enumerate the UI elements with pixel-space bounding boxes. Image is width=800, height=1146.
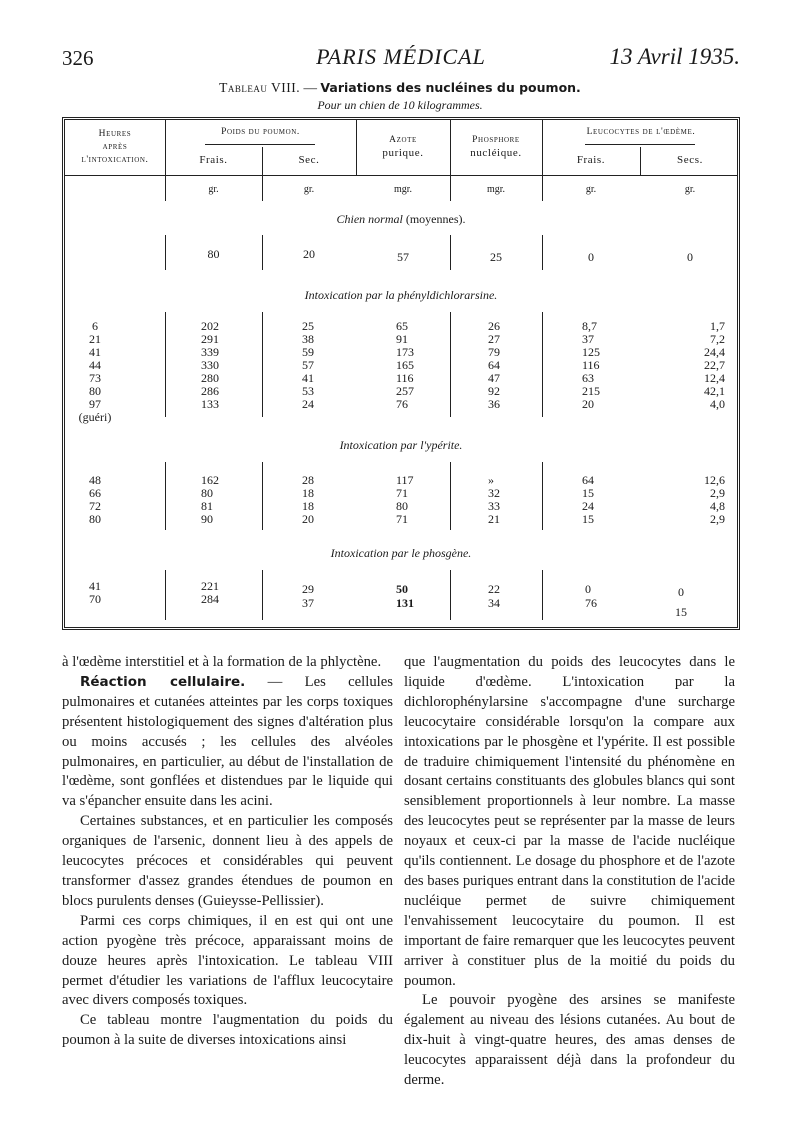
leuc-fresh-header: Frais. — [576, 154, 606, 166]
table-cell: 70 — [89, 592, 101, 606]
paragraph: Certaines substances, et en particulier les composés organiques de l'arsenic, donnent lieu à des appels de leucocytes précoces et considérables qui peuvent transformer d'assez grandes étendues de poumon en blocs purulents denses (Guieysse-Pellissier). — [62, 813, 393, 909]
table-cell: 12,6 — [704, 473, 725, 487]
table-cell: 339 — [201, 345, 219, 359]
table-cell: 33 — [488, 499, 500, 513]
row-divider — [542, 570, 543, 620]
group-rule — [205, 144, 315, 145]
yperite-phosphorus-column — [488, 474, 518, 526]
table-cell: 80 — [201, 486, 213, 500]
table-cell: 20 — [302, 512, 314, 526]
table-cell: 64 — [488, 358, 500, 372]
table-cell: 34 — [488, 596, 500, 610]
yperite-leuc-fresh-column — [582, 474, 622, 526]
table-cell: 22,7 — [704, 358, 725, 372]
normal-phosphorus-value: 25 — [490, 250, 502, 264]
table-cell: 2,9 — [710, 512, 725, 526]
leucocytes-header: Leucocytes de l'œdème. — [586, 127, 696, 137]
text-column-left — [62, 653, 393, 1051]
table-subtitle: Pour un chien de 10 kilogrammes. — [317, 98, 483, 112]
table-title — [0, 80, 800, 96]
row-divider — [262, 462, 263, 530]
table-cell: 41 — [89, 579, 101, 593]
table-cell: 202 — [201, 319, 219, 333]
table-cell: 80 — [396, 499, 408, 513]
normal-fresh-value: 80 — [207, 247, 220, 261]
table-cell: 90 — [201, 512, 213, 526]
phosphorus-header: Phosphore nucléique. — [470, 135, 522, 159]
table-cell: 57 — [302, 358, 314, 372]
table-cell: 42,1 — [704, 384, 725, 398]
unit-divider — [262, 175, 263, 201]
table-cell: 165 — [396, 358, 414, 372]
paragraph: que l'augmentation du poids des leucocytes dans le liquide d'œdème. L'intoxication par la dichlorophénylarsine s'accompagne d'une surcharge leucocytaire considérable lorsqu'on la compare aux intoxications par le phosgène et l'ypérite. Il est possible de traduire chimiquement l'intensité du phénomène en dosant certains constituants des globules blancs qui sont sensiblement proportionnels à leur nombre. La masse des leucocytes peut se représenter par la masse de leurs noyaux et ceux-ci par la masse de l'acide nucléique qu'ils contiennent. Le dosage du phosphore et de l'azote des bases puriques entrant dans la constitution de l'acide nucléique permet de suivre chimiquement l'envahissement leucocytaire du poumon. Il est important de faire remarquer que les leucocytes peuvent arriver à constituer plus de la moitié du poids du poumon. — [404, 654, 735, 989]
arsine-leuc-dry-column — [675, 320, 725, 411]
table-cell: 257 — [396, 384, 414, 398]
table-cell: 0 — [585, 582, 591, 596]
table-cell: 6 — [92, 319, 98, 333]
table-cell: 92 — [488, 384, 500, 398]
fresh-header: Frais. — [199, 154, 228, 166]
unit-label: gr. — [585, 184, 597, 195]
row-divider — [450, 570, 451, 620]
table-cell: 133 — [201, 397, 219, 411]
table-cell: 24 — [582, 499, 594, 513]
table-label: Tableau VIII. — [219, 80, 301, 95]
table-cell: 59 — [302, 345, 314, 359]
table-cell: 81 — [201, 499, 213, 513]
table-cell: 125 — [582, 345, 600, 359]
table-cell: 71 — [396, 486, 408, 500]
phosgene-dry-column — [302, 582, 332, 610]
yperite-fresh-column — [201, 474, 241, 526]
table-cell: » — [488, 473, 494, 487]
table-cell: 76 — [585, 596, 597, 610]
running-header — [62, 40, 740, 80]
normal-nitrogen-value: 57 — [397, 250, 409, 264]
table-cell: 50 — [396, 582, 408, 596]
table-cell: 330 — [201, 358, 219, 372]
section-heading: Réaction cellulaire. — [80, 673, 246, 690]
yperite-hours-column — [65, 474, 125, 526]
table-cell: 47 — [488, 371, 500, 385]
table-cell: 2,9 — [710, 486, 725, 500]
phosgene-leuc-dry-column — [671, 582, 691, 622]
table-cell: 15 — [582, 486, 594, 500]
table-cell: 21 — [488, 512, 500, 526]
table-cell: 0 — [678, 585, 684, 599]
row-divider — [450, 462, 451, 530]
paragraph: Ce tableau montre l'augmentation du poids du poumon à la suite de diverses intoxications ainsi — [62, 1012, 393, 1049]
table-cell: 173 — [396, 345, 414, 359]
arsine-nitrogen-column — [396, 320, 436, 411]
section-title-arsine: Intoxication par la phényldichlorarsine. — [304, 288, 498, 302]
unit-divider — [450, 175, 451, 201]
row-divider — [165, 462, 166, 530]
table-cell: 27 — [488, 332, 500, 346]
unit-divider — [165, 175, 166, 201]
table-cell: 131 — [396, 596, 414, 610]
arsine-fresh-column — [201, 320, 241, 411]
table-cell: 80 — [89, 384, 101, 398]
table-cell: 37 — [582, 332, 594, 346]
table-cell: 64 — [582, 473, 594, 487]
table-cell: 116 — [396, 371, 414, 385]
data-table — [62, 117, 740, 630]
group-rule — [585, 144, 695, 145]
table-cell: 7,2 — [710, 332, 725, 346]
table-cell: 291 — [201, 332, 219, 346]
table-cell: 15 — [582, 512, 594, 526]
table-cell: 91 — [396, 332, 408, 346]
table-cell: 97 — [89, 397, 101, 411]
phosgene-fresh-column — [201, 580, 241, 606]
nitrogen-header: Azote purique. — [382, 135, 424, 159]
row-divider — [450, 312, 451, 417]
arsine-hours-column — [65, 320, 125, 424]
table-cell: 18 — [302, 499, 314, 513]
table-cell: 24,4 — [704, 345, 725, 359]
issue-date: 13 Avril 1935. — [609, 44, 740, 69]
table-cell: 280 — [201, 371, 219, 385]
unit-label: mgr. — [486, 184, 506, 195]
phosgene-phosphorus-column — [488, 582, 518, 610]
dry-header: Sec. — [298, 154, 320, 166]
table-cell: 71 — [396, 512, 408, 526]
table-title-dash: — — [300, 80, 321, 95]
unit-label: gr. — [303, 184, 315, 195]
table-cell: 22 — [488, 582, 500, 596]
table-cell: 162 — [201, 473, 219, 487]
table-title-text: Variations des nucléines du poumon. — [320, 80, 581, 95]
section-title-yperite: Intoxication par l'ypérite. — [339, 438, 463, 452]
table-cell: 15 — [675, 605, 687, 619]
yperite-leuc-dry-column — [675, 474, 725, 526]
table-cell: 73 — [89, 371, 101, 385]
phosgene-nitrogen-column — [396, 582, 436, 610]
row-divider — [165, 570, 166, 620]
table-cell: 28 — [302, 473, 314, 487]
normal-leuc-dry-value: 0 — [687, 250, 693, 264]
page-number: 326 — [62, 46, 94, 70]
hours-header: Heures après l'intoxication. — [81, 129, 149, 165]
journal-title: PARIS MÉDICAL — [316, 44, 486, 69]
table-cell: 29 — [302, 582, 314, 596]
phosgene-leuc-fresh-column — [585, 582, 625, 610]
table-cell: 44 — [89, 358, 101, 372]
table-cell: 72 — [89, 499, 101, 513]
row-divider — [165, 312, 166, 417]
table-cell: 26 — [488, 319, 500, 333]
yperite-dry-column — [302, 474, 332, 526]
table-cell: 53 — [302, 384, 314, 398]
table-cell: 37 — [302, 596, 314, 610]
paragraph: à l'œdème interstitiel et à la formation de la phlyctène. — [62, 654, 382, 670]
unit-label: gr. — [208, 184, 219, 195]
row-divider — [262, 312, 263, 417]
table-cell: 8,7 — [582, 319, 597, 333]
table-cell: 116 — [582, 358, 600, 372]
table-cell: 286 — [201, 384, 219, 398]
table-cell: 65 — [396, 319, 408, 333]
yperite-nitrogen-column — [396, 474, 436, 526]
row-divider — [262, 570, 263, 620]
arsine-phosphorus-column — [488, 320, 518, 411]
table-cell: 38 — [302, 332, 314, 346]
table-cell: 284 — [201, 592, 219, 606]
section-title-normal: Chien normal (moyennes). — [336, 212, 466, 226]
table-cell: 21 — [89, 332, 101, 346]
table-cell: 32 — [488, 486, 500, 500]
paragraph: Réaction cellulaire. — Les cellules pulmonaires et cutanées atteintes par les corps toxiques présentent histologiquement des signes d'altération plus ou moins accusés ; les cellules des alvéoles pulmonaires, en particulier, au début de l'installation de l'œdème, sont gonflées et distendues par le liquide qui va s'épancher ensuite dans les acini. — [62, 673, 393, 810]
row-divider — [542, 462, 543, 530]
arsine-dry-column — [302, 320, 332, 411]
weight-header: Poids du poumon. — [221, 127, 300, 137]
unit-label: gr. — [684, 184, 696, 195]
table-cell: 79 — [488, 345, 500, 359]
row-divider — [542, 312, 543, 417]
table-cell: 4,8 — [710, 499, 725, 513]
paragraph: Le pouvoir pyogène des arsines se manifeste également au niveau des lésions cutanées. Au bout de dix-huit à vingt-quatre heures, des amas denses de leucocytes apparaissent déjà dans la profondeur du derme. — [404, 992, 735, 1089]
table-cell: 12,4 — [704, 371, 725, 385]
table-cell: 117 — [396, 473, 414, 487]
text-column-right — [404, 653, 735, 1091]
table-cell: 36 — [488, 397, 500, 411]
table-cell: 63 — [582, 371, 594, 385]
table-cell: (guéri) — [78, 410, 112, 424]
table-cell: 41 — [89, 345, 101, 359]
normal-dry-value: 20 — [303, 247, 315, 261]
table-cell: 18 — [302, 486, 314, 500]
table-cell: 215 — [582, 384, 600, 398]
unit-divider — [542, 175, 543, 201]
table-cell: 4,0 — [710, 397, 725, 411]
unit-label: mgr. — [393, 184, 413, 195]
table-cell: 25 — [302, 319, 314, 333]
table-cell: 48 — [89, 473, 101, 487]
phosgene-hours-column — [65, 580, 125, 606]
table-cell: 76 — [396, 397, 408, 411]
arsine-leuc-fresh-column — [582, 320, 622, 411]
table-cell: 1,7 — [710, 319, 725, 333]
leuc-dry-header: Secs. — [677, 154, 703, 166]
section-title-phosgene: Intoxication par le phosgène. — [330, 546, 472, 560]
table-cell: 24 — [302, 397, 314, 411]
table-cell: 20 — [582, 397, 594, 411]
table-cell: 221 — [201, 579, 219, 593]
paragraph: Parmi ces corps chimiques, il en est qui ont une action pyogène très précoce, apparaissant moins de douze heures après l'intoxication. Le tableau VIII permet d'étudier les variations de l'afflux leucocytaire avec divers composés toxiques. — [62, 912, 393, 1009]
table-cell: 41 — [302, 371, 314, 385]
normal-leuc-fresh-value: 0 — [588, 250, 594, 264]
table-cell: 80 — [89, 512, 101, 526]
table-cell: 66 — [89, 486, 101, 500]
